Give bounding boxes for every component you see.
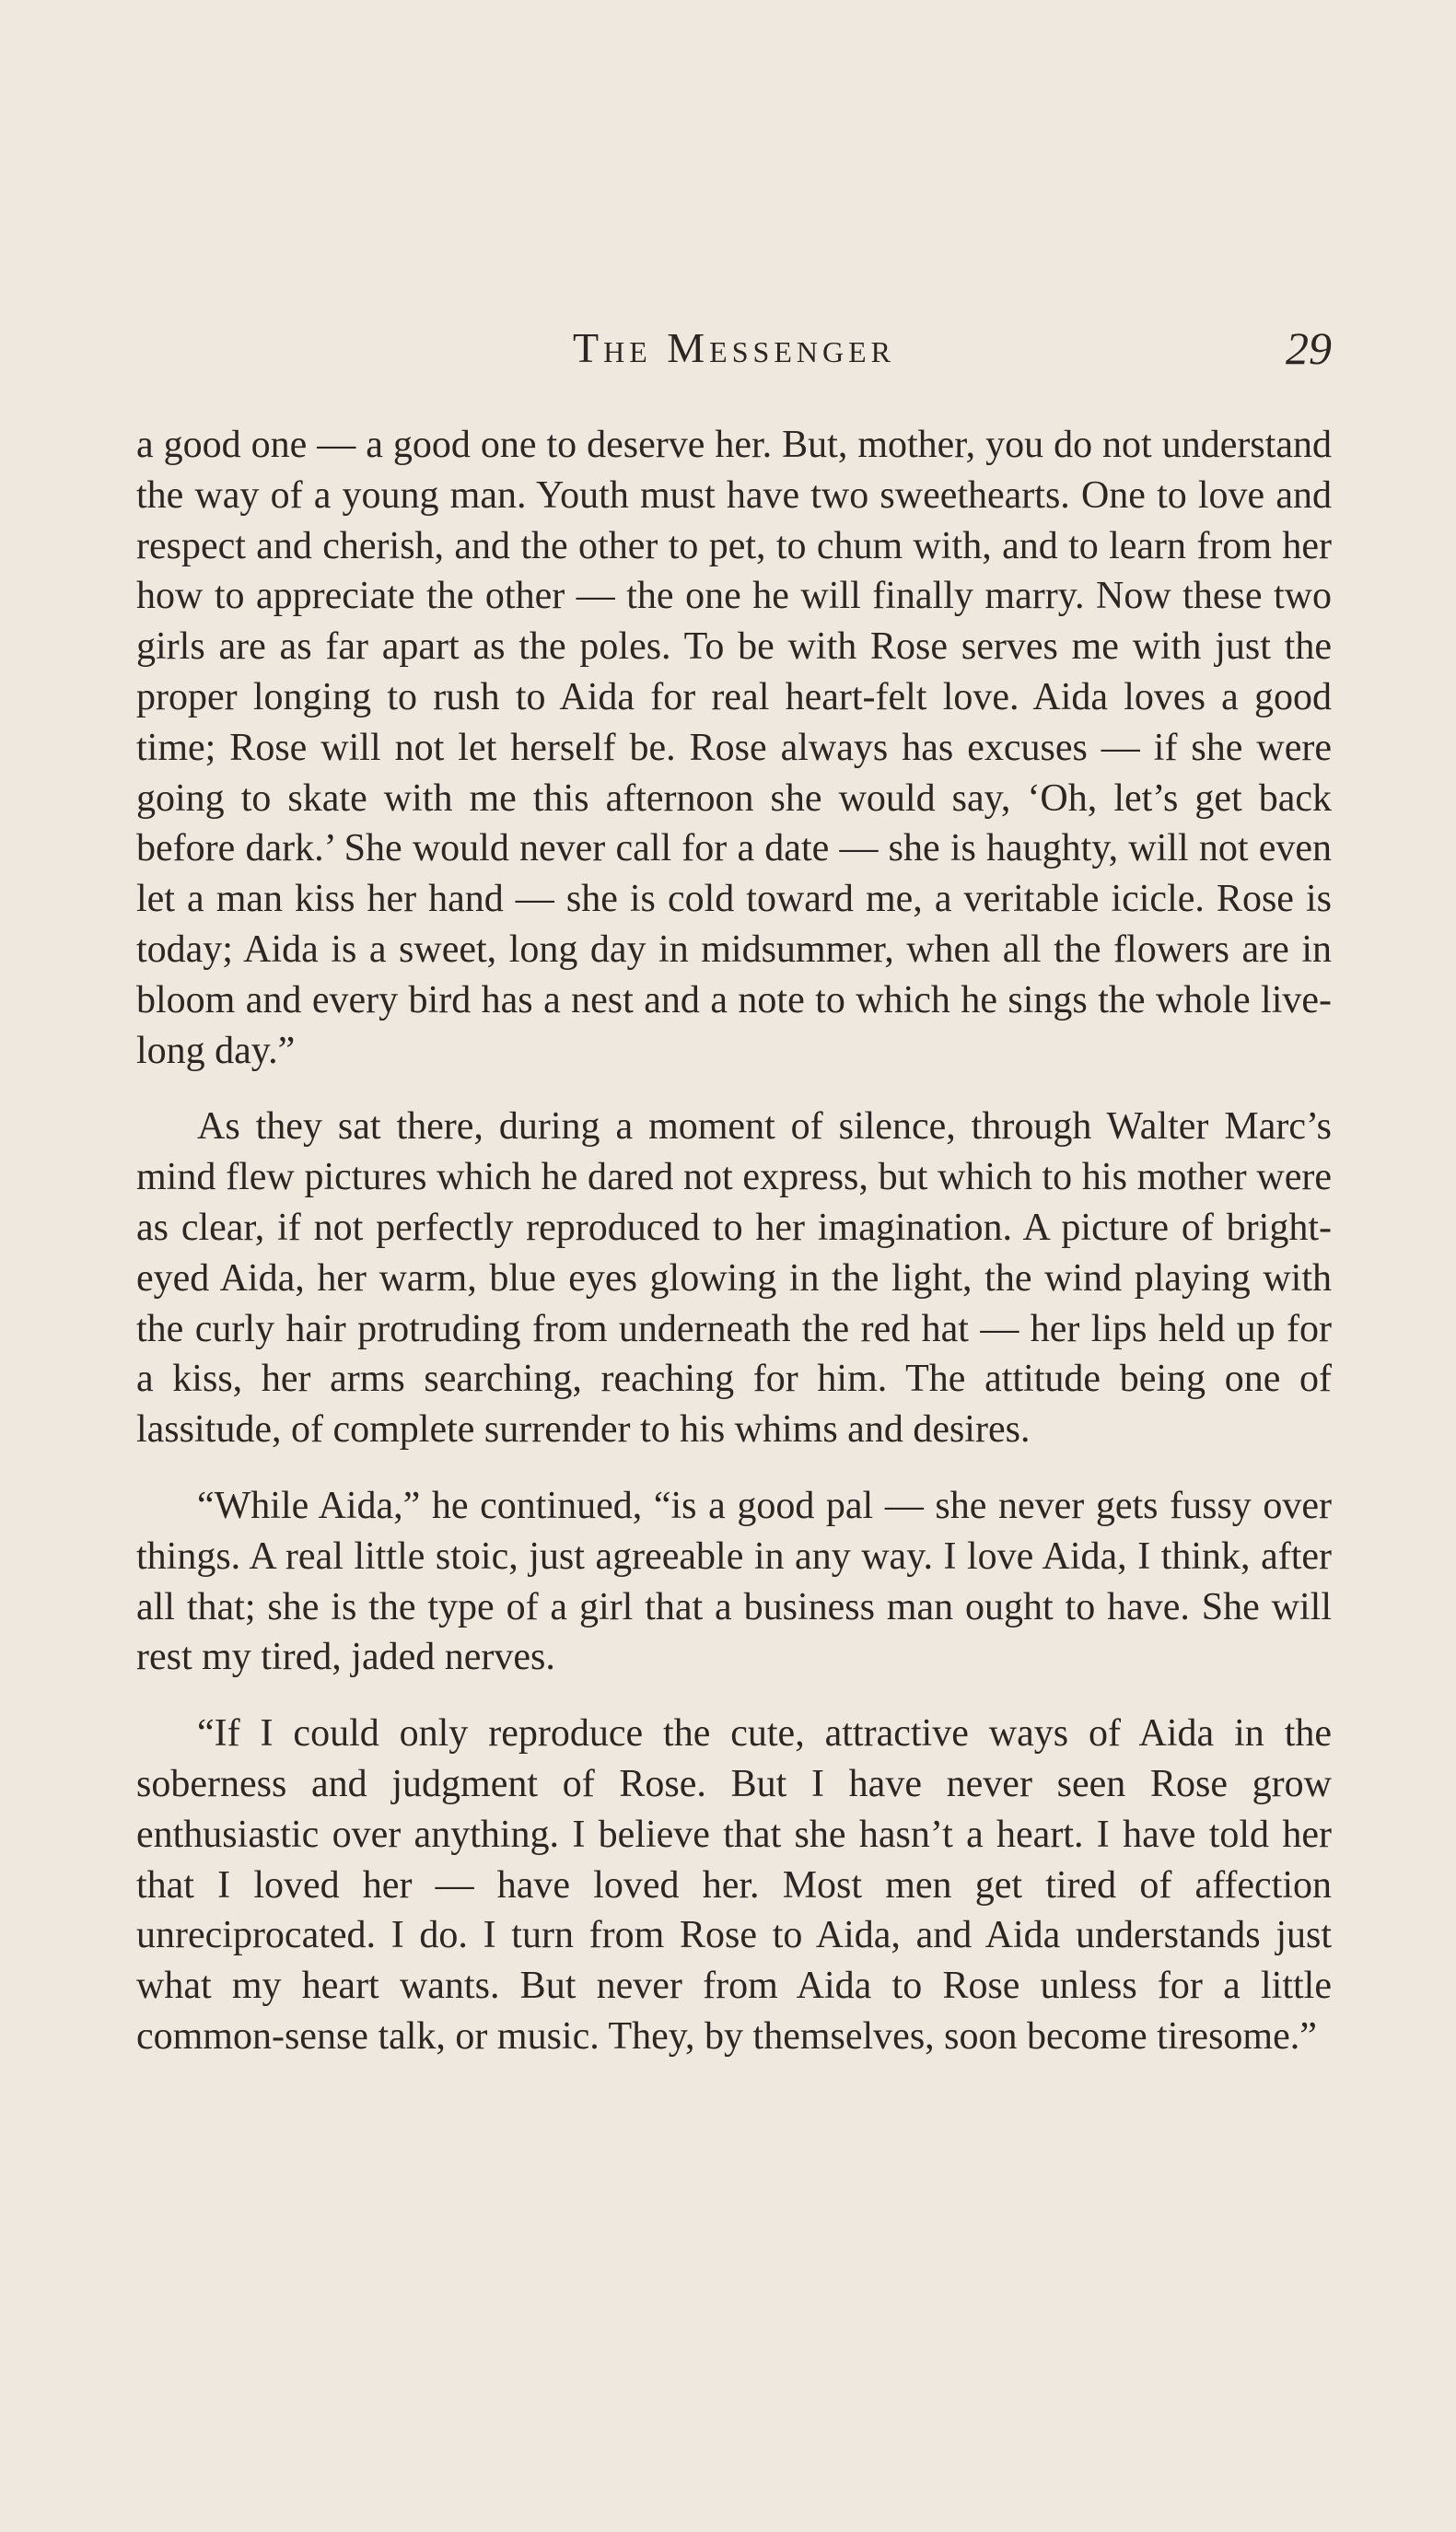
paragraph-2: As they sat there, during a moment of silence, through Walter Marc’s mind flew pictures which he dared not express, but which to his mother were as clear, if not perfectly reproduced to her imagination. A picture of bright-eyed Aida, her warm, blue eyes glowing in the light, the wind playing with the curly hair protruding from underneath the red hat — her lips held up for a kiss, her arms searching, reaching for him. The attitude being one of lassitude, of complete surrender to his whims and desires. (136, 1105, 1332, 1452)
paragraph-1: a good one — a good one to deserve her. But, mother, you do not understand the way of a young man. Youth must have two sweethearts. One to love and respect and cherish, and the other to pet, to chum with, and to learn from her how to appreciate the other — the one he will finally marry. Now these two girls are as far apart as the poles. To be with Rose serves me with just the proper longing to rush to Aida for real heart-felt love. Aida loves a good time; Rose will not let herself be. Rose always has excuses — if she were going to skate with me this afternoon she would say, ‘Oh, let’s get back before dark.’ She would never call for a date — she is haughty, will not even let a man kiss her hand — she is cold toward me, a veritable icicle. Rose is today; Aida is a sweet, long day in midsummer, when all the flowers are in bloom and every bird has a nest and a note to which he sings the whole live-long day.” (136, 424, 1332, 1072)
running-head (136, 321, 1332, 376)
running-title: The Messenger (573, 324, 895, 371)
body-text (136, 420, 1332, 2088)
paragraph-3: “While Aida,” he continued, “is a good pal — she never gets fussy over things. A real little stoic, just agreeable in any way. I love Aida, I think, after all that; she is the type of a girl that a business man ought to have. She will rest my tired, jaded nerves. (136, 1484, 1332, 1679)
page-number: 29 (1286, 322, 1332, 374)
paragraph-4: “If I could only reproduce the cute, attractive ways of Aida in the soberness and judgment of Rose. But I have never seen Rose grow enthusiastic over anything. I believe that she hasn’t a heart. I have told her that I loved her — have loved her. Most men get tired of affection unreciprocated. I do. I turn from Rose to Aida, and Aida understands just what my heart wants. But never from Aida to Rose unless for a little common-sense talk, or music. They, by themselves, soon become tiresome.” (136, 1712, 1332, 2058)
